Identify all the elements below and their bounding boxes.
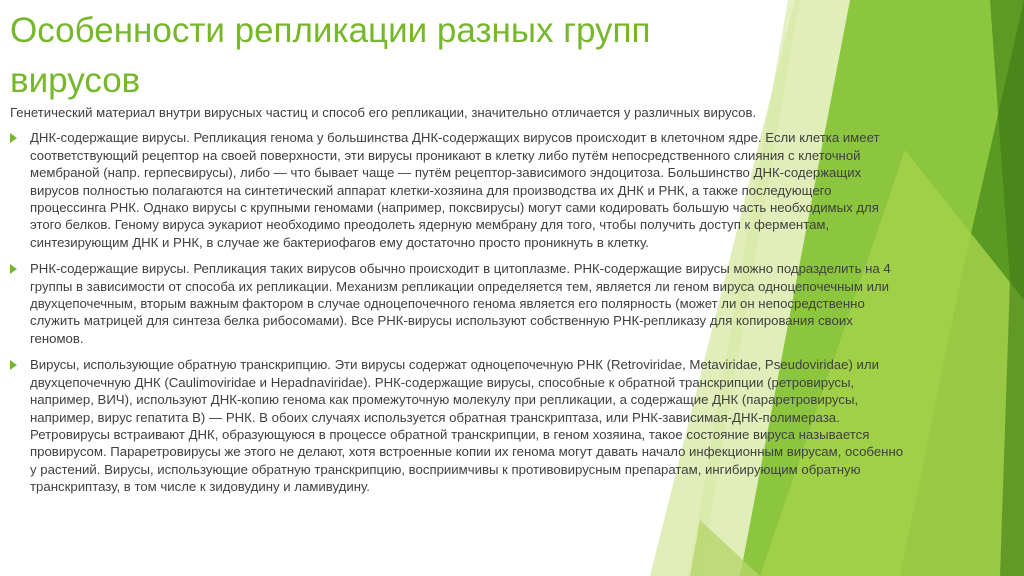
bullet-rna-viruses (10, 260, 910, 347)
slide-content (10, 104, 910, 505)
bullet-text: РНК-содержащие вирусы. Репликация таких вирусов обычно происходит в цитоплазме. РНК-содержащие вирусы можно подразделить на 4 группы в зависимости от способа их репликации. Механизм репликации определяется тем, является ли геном вируса одноцепочечным или двухцепочечным, вторым важным фактором в случае одноцепочечного генома является его полярность (может ли он непосредственно служить матрицей для синтеза белка рибосомами). Все РНК-вирусы используют собственную РНК-репликазу для копирования своих геномов. (30, 261, 891, 346)
intro-paragraph: Генетический материал внутри вирусных частиц и способ его репликации, значительно отличается у различных вирусов. (10, 105, 757, 120)
triangle-bullet-icon (10, 360, 17, 370)
triangle-bullet-icon (10, 264, 17, 274)
slide-title: Особенности репликации разных групп вирусов (10, 11, 651, 100)
triangle-bullet-icon (10, 133, 17, 143)
bullet-text: Вирусы, использующие обратную транскрипцию. Эти вирусы содержат одноцепочечную РНК (Retroviridae, Metaviridae, Pseudoviridae) или двухцепочечную ДНК (Caulimoviridae и Hepadnaviridae). РНК-содержащие вирусы, способные к обратной транскрипции (ретровирусы, например, ВИЧ), используют ДНК-копию генома как промежуточную молекулу при репликации, а содержащие ДНК (параретровирусы, например, вирус гепатита В) — РНК. В обоих случаях используется обратная транскриптаза, или РНК-зависимая-ДНК-полимераза. Ретровирусы встраивают ДНК, образующуюся в процессе обратной транскрипции, в геном хозяина, такое состояние вируса называется провирусом. Параретровирусы же этого не делают, хотя встроенные копии их генома могут давать начало инфекционным вирусам, особенно у растений. Вирусы, использующие обратную транскрипцию, восприимчивы к противовирусным препаратам, ингибирующим обратную транскриптазу, в том числе к зидовудину и ламивудину. (30, 357, 904, 495)
bullet-list (10, 129, 910, 495)
bullet-reverse-transcription (10, 356, 910, 495)
bullet-text: ДНК-содержащие вирусы. Репликация генома у большинства ДНК-содержащих вирусов происходит в клеточном ядре. Если клетка имеет соответствующий рецептор на своей поверхности, эти вирусы проникают в клетку либо путём непосредственного слияния с клеточной мембраной (напр. герпесвирусы), либо — что бывает чаще — путём рецептор-зависимого эндоцитоза. Большинство ДНК-содержащих вирусов полностью полагаются на синтетический аппарат клетки-хозяина для производства их ДНК и РНК, а также последующего процессинга РНК. Однако вирусы с крупными геномами (например, поксвирусы) могут сами кодировать большую часть необходимых для этого белков. Геному вируса эукариот необходимо преодолеть ядерную мембрану для того, чтобы получить доступ к ферментам, синтезирующим ДНК и РНК, в случае же бактериофагов ему достаточно просто проникнуть в клетку. (30, 130, 880, 250)
bullet-dna-viruses (10, 129, 910, 251)
